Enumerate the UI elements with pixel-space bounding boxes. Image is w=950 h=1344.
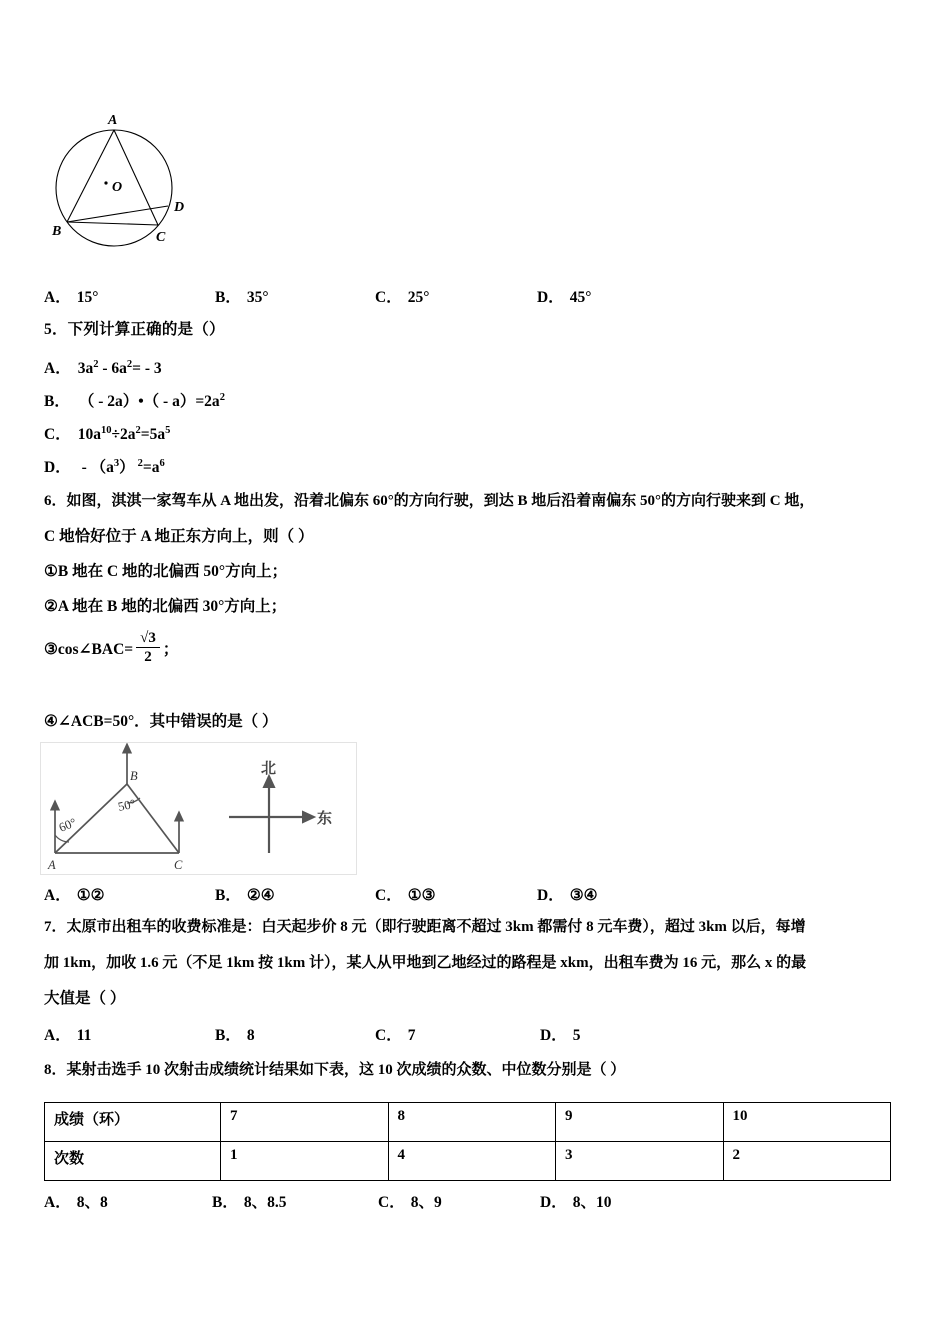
q7-option-b[interactable] bbox=[215, 1023, 255, 1045]
q5-option-a[interactable] bbox=[44, 356, 162, 378]
q6-option-c-label: C． bbox=[375, 887, 402, 904]
q8-option-a-value: 8、8 bbox=[76, 1194, 108, 1211]
q7-option-a-label: A． bbox=[44, 1027, 71, 1044]
fraction-numerator: √3 bbox=[140, 630, 156, 646]
question-7-stem-line-3: 大值是（ ） bbox=[44, 990, 126, 1007]
q5-option-c-expr: $10a^{10}\div 2a^2=5a^5$ bbox=[77, 424, 171, 443]
table-cell-frequency-4: 2 bbox=[723, 1142, 891, 1181]
q7-option-b-value: 8 bbox=[246, 1027, 255, 1044]
q6-option-d-value: ③④ bbox=[569, 887, 598, 904]
triangle-label-A: A bbox=[48, 858, 56, 872]
question-6-item-3-lead: ③cos∠BAC= bbox=[44, 641, 134, 658]
q7-option-a-value: 11 bbox=[76, 1027, 92, 1044]
q4-option-d-label: D． bbox=[537, 289, 564, 306]
q6-option-d-label: D． bbox=[537, 887, 564, 904]
q4-option-d[interactable] bbox=[537, 285, 591, 307]
cos-value-fraction bbox=[136, 630, 160, 666]
q6-option-b-label: B． bbox=[215, 887, 241, 904]
q5-option-b[interactable] bbox=[44, 389, 225, 411]
question-6-stem-line-1: 6．如图，淇淇一家驾车从 A 地出发，沿着北偏东 60°的方向行驶，到达 B 地后沿着南偏东 50°的方向行驶来到 C 地， bbox=[44, 493, 815, 509]
question-8-stem: 8．某射击选手 10 次射击成绩统计结果如下表，这 10 次成绩的众数、中位数分别是（ ） bbox=[44, 1062, 626, 1078]
question-6-stem-line-2: C 地恰好位于 A 地正东方向上，则（ ） bbox=[44, 528, 314, 545]
question-7-stem-line-1: 7．太原市出租车的收费标准是：白天起步价 8 元（即行驶距离不超过 3km 都需付 8 元车费），超过 3km 以后，每增 bbox=[44, 919, 806, 935]
q8-option-c-value: 8、9 bbox=[410, 1194, 442, 1211]
q4-option-c-value: 25° bbox=[407, 289, 430, 306]
table-row-frequency bbox=[45, 1142, 891, 1181]
q4-option-b[interactable] bbox=[215, 285, 269, 307]
circle-label-A: A bbox=[108, 113, 118, 128]
q5-option-b-label: B． bbox=[44, 393, 70, 410]
q6-option-c[interactable] bbox=[375, 883, 436, 905]
q4-option-a[interactable] bbox=[44, 285, 98, 307]
fraction-denominator: 2 bbox=[136, 647, 160, 666]
question-5-stem: 5．下列计算正确的是（） bbox=[44, 321, 225, 338]
q4-option-a-label: A． bbox=[44, 289, 71, 306]
q7-option-a[interactable] bbox=[44, 1023, 91, 1045]
q8-option-d-label: D． bbox=[540, 1194, 567, 1211]
table-cell-score-2: 8 bbox=[388, 1103, 556, 1142]
q5-option-c-label: C． bbox=[44, 426, 71, 443]
q6-option-a-value: ①② bbox=[76, 887, 105, 904]
circle-label-D: D bbox=[174, 200, 185, 215]
table-header-score: 成绩（环） bbox=[45, 1103, 221, 1142]
q8-option-d[interactable] bbox=[540, 1190, 611, 1212]
q8-option-b-value: 8、8.5 bbox=[243, 1194, 287, 1211]
angle-label-50: 50° bbox=[116, 796, 137, 814]
q4-option-c[interactable] bbox=[375, 285, 429, 307]
question-6-item-3 bbox=[44, 632, 178, 668]
q8-option-c-label: C． bbox=[378, 1194, 405, 1211]
q7-option-c-value: 7 bbox=[407, 1027, 416, 1044]
q7-option-d-label: D． bbox=[540, 1027, 567, 1044]
q5-option-d-label: D． bbox=[44, 459, 71, 476]
q8-option-c[interactable] bbox=[378, 1190, 442, 1212]
table-cell-frequency-1: 1 bbox=[221, 1142, 389, 1181]
q6-option-a-label: A． bbox=[44, 887, 71, 904]
q8-option-a-label: A． bbox=[44, 1194, 71, 1211]
q4-option-a-value: 15° bbox=[76, 289, 99, 306]
q8-option-b-label: B． bbox=[212, 1194, 238, 1211]
q5-option-d-expr: - $(a^3)$ $^2=a^6$ bbox=[77, 457, 165, 476]
table-cell-score-3: 9 bbox=[556, 1103, 724, 1142]
table-header-frequency: 次数 bbox=[45, 1142, 221, 1181]
circle-label-C: C bbox=[156, 230, 166, 245]
circle-label-B: B bbox=[52, 224, 62, 239]
q6-option-b-value: ②④ bbox=[246, 887, 275, 904]
table-cell-score-1: 7 bbox=[221, 1103, 389, 1142]
triangle-label-C: C bbox=[174, 858, 183, 872]
q5-option-b-expr: （ - 2a）•（ - $a)=2a^2$ bbox=[78, 391, 225, 410]
q5-option-d[interactable] bbox=[44, 455, 165, 477]
q6-option-a[interactable] bbox=[44, 883, 105, 905]
q7-option-d-value: 5 bbox=[572, 1027, 581, 1044]
q4-option-b-label: B． bbox=[215, 289, 241, 306]
table-row-score bbox=[45, 1103, 891, 1142]
q5-option-c[interactable] bbox=[44, 422, 170, 444]
triangle-label-B: B bbox=[130, 769, 138, 783]
compass-label-north: 北 bbox=[261, 759, 277, 777]
q4-option-d-value: 45° bbox=[569, 289, 592, 306]
q5-option-a-expr: $3a^2 - 6a^2= - 3$ bbox=[77, 358, 162, 377]
question-6-item-4: ④∠ACB=50°．其中错误的是（ ） bbox=[44, 713, 278, 730]
direction-bearing-diagram bbox=[40, 742, 357, 875]
question-6-item-1: ①B 地在 C 地的北偏西 50°方向上； bbox=[44, 563, 288, 580]
q5-option-a-label: A． bbox=[44, 360, 71, 377]
q6-option-b[interactable] bbox=[215, 883, 275, 905]
q6-option-d[interactable] bbox=[537, 883, 598, 905]
q8-option-a[interactable] bbox=[44, 1190, 108, 1212]
question-6-item-2: ②A 地在 B 地的北偏西 30°方向上； bbox=[44, 598, 287, 615]
shooting-score-table bbox=[44, 1102, 891, 1181]
q4-option-c-label: C． bbox=[375, 289, 402, 306]
table-cell-frequency-2: 4 bbox=[388, 1142, 556, 1181]
circle-geometry-diagram bbox=[44, 105, 254, 270]
q7-option-c[interactable] bbox=[375, 1023, 415, 1045]
angle-label-60: 60° bbox=[56, 815, 79, 835]
circle-label-O: O bbox=[112, 180, 123, 195]
table-cell-score-4: 10 bbox=[723, 1103, 891, 1142]
table-cell-frequency-3: 3 bbox=[556, 1142, 724, 1181]
q7-option-d[interactable] bbox=[540, 1023, 580, 1045]
q8-option-b[interactable] bbox=[212, 1190, 286, 1212]
q6-option-c-value: ①③ bbox=[407, 887, 436, 904]
q4-option-b-value: 35° bbox=[246, 289, 269, 306]
compass-label-east: 东 bbox=[317, 809, 333, 827]
question-7-stem-line-2: 加 1km，加收 1.6 元（不足 1km 按 1km 计），某人从甲地到乙地经过的路程是 xkm，出租车费为 16 元，那么 x 的最 bbox=[44, 955, 807, 971]
question-6-item-3-tail: ； bbox=[162, 641, 179, 658]
q7-option-c-label: C． bbox=[375, 1027, 402, 1044]
q8-option-d-value: 8、10 bbox=[572, 1194, 612, 1211]
q7-option-b-label: B． bbox=[215, 1027, 241, 1044]
